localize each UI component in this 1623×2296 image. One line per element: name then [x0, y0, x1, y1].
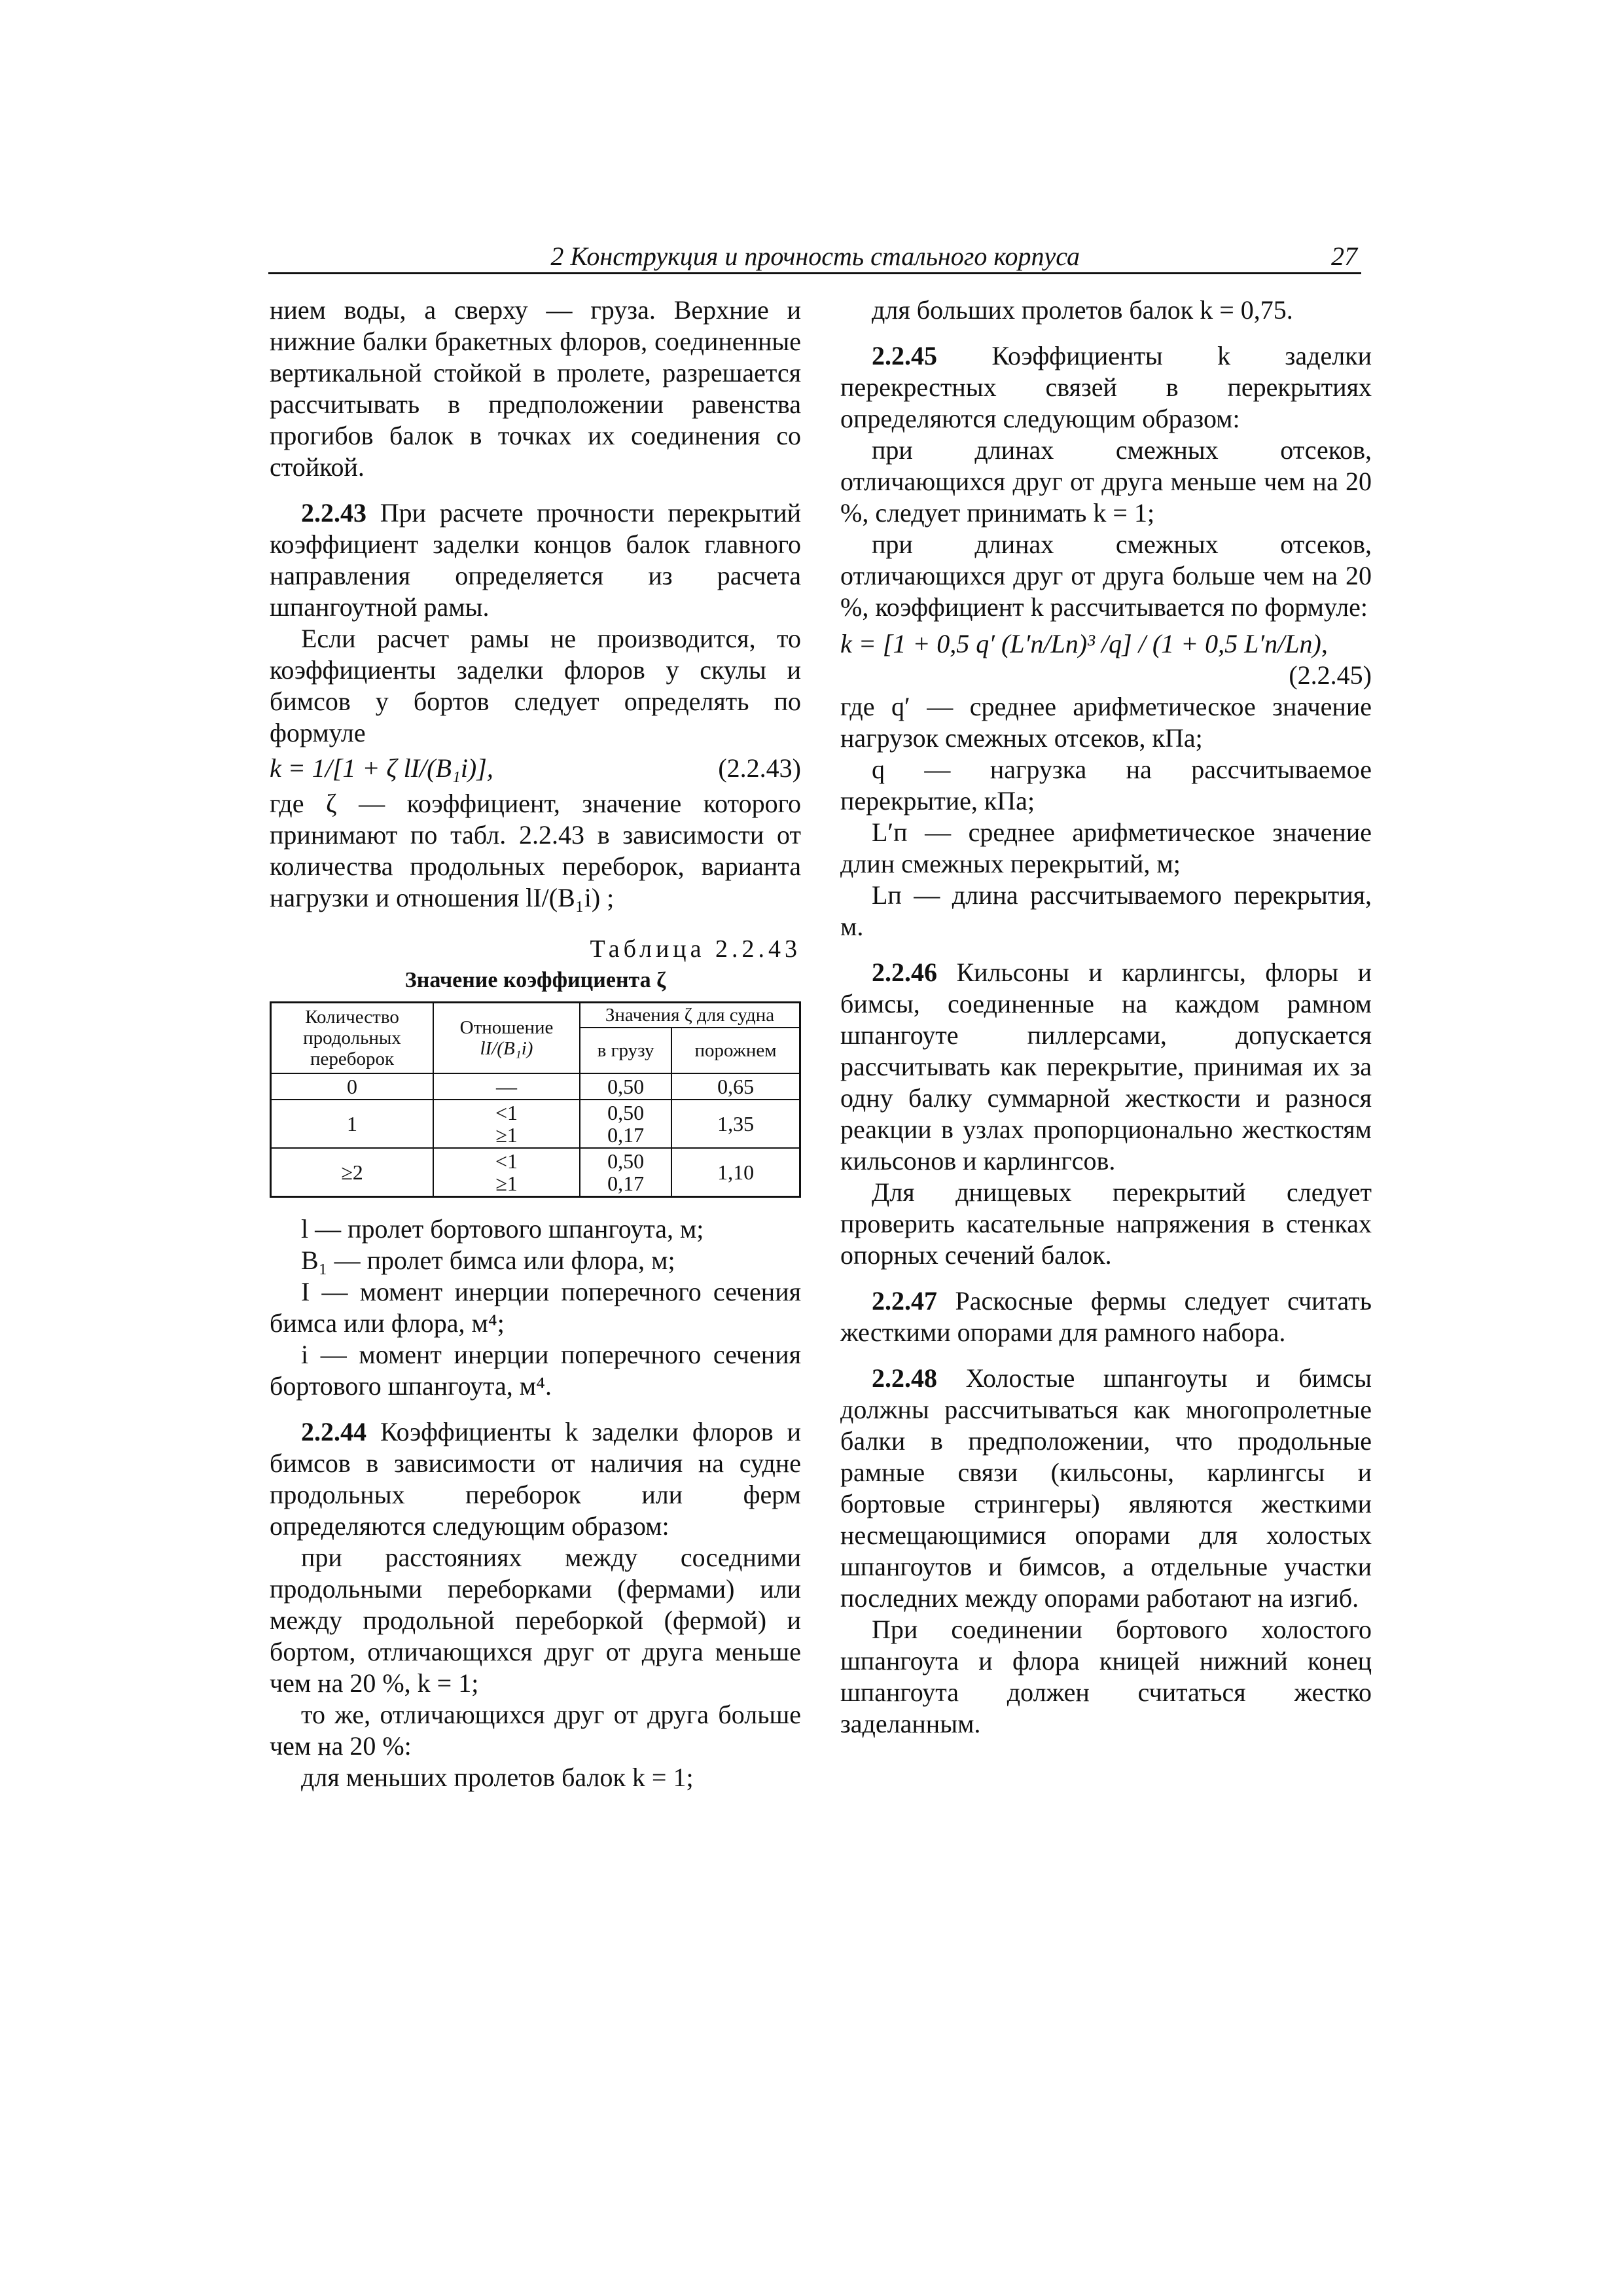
- formula-number: (2.2.45): [1289, 660, 1372, 690]
- header-empty: порожнем: [671, 1028, 800, 1073]
- paragraph: Если расчет рамы не производится, то коэффициенты заделки флоров у скулы и бимсов у бортов следует определять по формуле: [270, 624, 801, 747]
- paragraph: то же, отличающихся друг от друга больше чем на 20 %:: [270, 1700, 801, 1761]
- paragraph-text: Коэффициенты k заделки перекрестных связей в перекрытиях определяются следующим образом:: [840, 341, 1372, 433]
- cell-line: 0,50: [607, 1101, 645, 1124]
- cell-line: <1: [495, 1101, 518, 1124]
- cell: 0: [271, 1073, 434, 1100]
- cell-line: 0,50: [607, 1149, 645, 1173]
- definition: I — момент инерции поперечного сечения бимса или флора, м⁴;: [270, 1277, 801, 1338]
- coefficient-table: [270, 1001, 801, 1198]
- cell: 1,35: [671, 1100, 800, 1148]
- header-ratio-expr: lI/(B₁i): [480, 1038, 533, 1059]
- cell-line: <1: [495, 1149, 518, 1173]
- formula-text: k = 1/[1 + ζ lI/(B₁i)],: [270, 753, 493, 783]
- table-caption: Таблица 2.2.43: [590, 935, 801, 963]
- formula-number: (2.2.43): [718, 753, 801, 783]
- paragraph: для меньших пролетов балок k = 1;: [301, 1763, 694, 1792]
- definition: q — нагрузка на рассчитываемое перекрытие, кПа;: [840, 755, 1372, 816]
- table-row: [271, 1073, 800, 1100]
- table-header-row: [271, 1003, 800, 1028]
- section-number: 2.2.43: [301, 498, 366, 528]
- header-values: Значения ζ для судна: [580, 1003, 800, 1028]
- paragraph: где ζ — коэффициент, значение которого принимают по табл. 2.2.43 в зависимости от количества продольных переборок, варианта нагрузки и отношения lI/(B₁i) ;: [270, 789, 801, 912]
- cell: 0,50: [580, 1073, 671, 1100]
- paragraph: при длинах смежных отсеков, отличающихся друг от друга меньше чем на 20 %, следует принимать k = 1;: [840, 435, 1372, 528]
- table-row: [271, 1100, 800, 1148]
- cell-line: ≥1: [495, 1172, 518, 1195]
- table-row: [271, 1148, 800, 1197]
- paragraph: для больших пролетов балок k = 0,75.: [872, 295, 1293, 325]
- paragraph-2-2-44: [270, 1416, 801, 1542]
- cell: 0,65: [671, 1073, 800, 1100]
- section-number: 2.2.48: [872, 1363, 937, 1393]
- paragraph: при расстояниях между соседними продольными переборками (фермами) или между продольной переборкой (фермой) и бортом, отличающихся друг от друга меньше чем на 20 %, k = 1;: [270, 1543, 801, 1698]
- cell: [433, 1100, 580, 1148]
- header-ratio-label: Отношение: [459, 1017, 554, 1038]
- page-number: 27: [1331, 242, 1357, 271]
- cell: [433, 1148, 580, 1197]
- cell: 1: [271, 1100, 434, 1148]
- definition: i — момент инерции поперечного сечения бортового шпангоута, м⁴.: [270, 1340, 801, 1401]
- formula-2-2-45: k = [1 + 0,5 q′ (L′п/Lп)³ /q] / (1 + 0,5 L′п/Lп),: [840, 629, 1328, 658]
- paragraph-2-2-48: [840, 1363, 1372, 1614]
- paragraph-2-2-47: [840, 1285, 1372, 1348]
- paragraph: Для днищевых перекрытий следует проверить касательные напряжения в стенках опорных сечений балок.: [840, 1177, 1372, 1270]
- cell: [580, 1100, 671, 1148]
- definition: B₁ — пролет бимса или флора, м;: [301, 1246, 675, 1275]
- section-number: 2.2.45: [872, 341, 937, 370]
- cell-line: 0,17: [607, 1123, 645, 1147]
- paragraph: при длинах смежных отсеков, отличающихся друг от друга больше чем на 20 %, коэффициент k рассчитывается по формуле:: [840, 529, 1372, 622]
- paragraph-text: Коэффициенты k заделки флоров и бимсов в зависимости от наличия на судне продольных переборок или ферм определяются следующим образом:: [270, 1417, 801, 1541]
- definition: L′п — среднее арифметическое значение длин смежных перекрытий, м;: [840, 817, 1372, 878]
- definition: l — пролет бортового шпангоута, м;: [301, 1214, 704, 1244]
- running-title: 2 Конструкция и прочность стального корпуса: [550, 242, 1080, 271]
- paragraph-2-2-45: [840, 340, 1372, 435]
- definition: Lп — длина рассчитываемого перекрытия, м.: [840, 880, 1372, 941]
- header-ratio: [433, 1003, 580, 1074]
- paragraph: нием воды, а сверху — груза. Верхние и нижние балки бракетных флоров, соединенные вертикальной стойкой в пролете, разрешается рассчитывать в предположении равенства прогибов балок в точках их соединения со стойкой.: [270, 295, 801, 482]
- cell: [580, 1148, 671, 1197]
- paragraph-text: Кильсоны и карлингсы, флоры и бимсы, соединенные на каждом рамном шпангоуте пиллерсами, допускается рассчитывать как перекрытие, принимая их за одну балку суммарной жесткости и разнося реакции в узлах пропорционально жесткостям кильсонов и карлингсов.: [840, 958, 1372, 1175]
- paragraph: где q′ — среднее арифметическое значение нагрузок смежных отсеков, кПа;: [840, 692, 1372, 753]
- paragraph-text: Холостые шпангоуты и бимсы должны рассчитываться как многопролетные балки в предположении, что продольные рамные связи (кильсоны, карлингсы и бортовые стрингеры) являются жесткими несмещающимися опорами для холостых шпангоутов и бимсов, а отдельные участки последних между опорами работают на изгиб.: [840, 1363, 1372, 1613]
- cell: 1,10: [671, 1148, 800, 1197]
- paragraph: При соединении бортового холостого шпангоута и флора кницей нижний конец шпангоута должен считаться жестко заделанным.: [840, 1615, 1372, 1738]
- paragraph-text: При расчете прочности перекрытий коэффициент заделки концов балок главного направления определяется из расчета шпангоутной рамы.: [270, 498, 801, 622]
- table-title: Значение коэффициента ζ: [404, 968, 666, 992]
- left-column: [270, 295, 801, 1793]
- cell-line: 0,17: [607, 1172, 645, 1195]
- running-header: [268, 236, 1361, 274]
- cell-line: ≥1: [495, 1123, 518, 1147]
- right-column: [840, 295, 1372, 1740]
- section-number: 2.2.46: [872, 958, 937, 987]
- cell: ≥2: [271, 1148, 434, 1197]
- paragraph-2-2-46: [840, 957, 1372, 1177]
- cell: —: [433, 1073, 580, 1100]
- formula-2-2-43: [270, 753, 801, 784]
- header-loaded: в грузу: [580, 1028, 671, 1073]
- paragraph-text: Раскосные фермы следует считать жесткими опорами для рамного набора.: [840, 1286, 1372, 1347]
- section-number: 2.2.47: [872, 1286, 937, 1316]
- paragraph-2-2-43: [270, 497, 801, 623]
- section-number: 2.2.44: [301, 1417, 366, 1446]
- header-count: Количество продольных переборок: [271, 1003, 434, 1074]
